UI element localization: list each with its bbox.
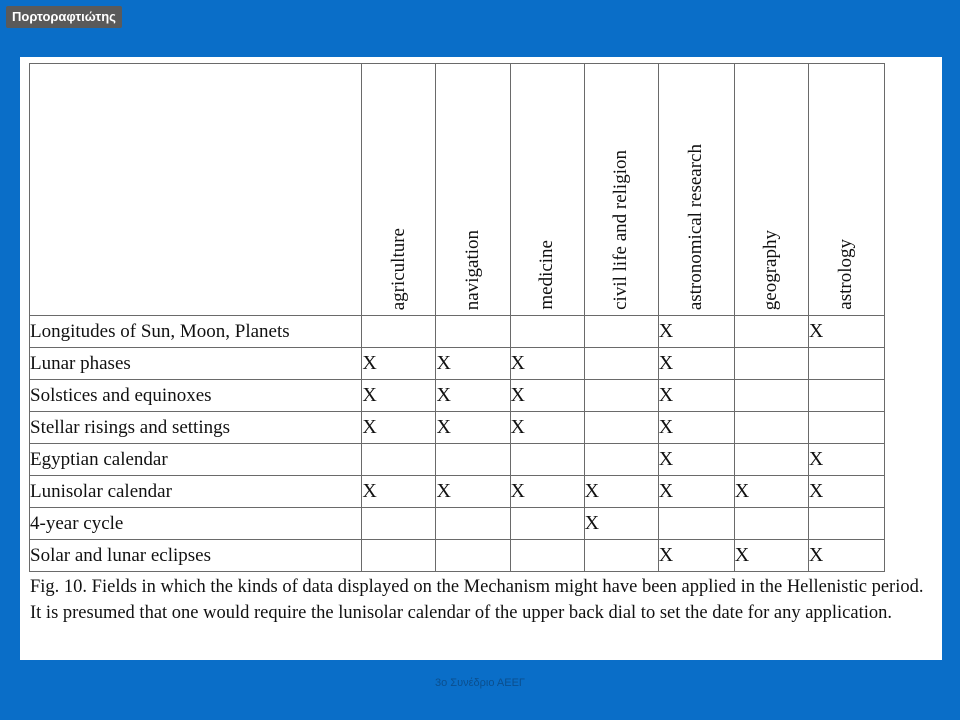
table-cell	[510, 508, 584, 540]
table-row	[30, 508, 885, 540]
table-row	[30, 348, 885, 380]
table-row	[30, 540, 885, 572]
table-cell: X	[658, 316, 734, 348]
table-cell	[436, 316, 510, 348]
table-row	[30, 476, 885, 508]
table-cell	[584, 444, 658, 476]
table-cell	[584, 316, 658, 348]
table-cell	[808, 412, 884, 444]
table-cell	[584, 380, 658, 412]
table-cell	[808, 508, 884, 540]
table-cell: X	[584, 508, 658, 540]
row-label: Lunar phases	[30, 348, 362, 380]
table-cell: X	[362, 476, 436, 508]
table-cell: X	[436, 412, 510, 444]
table-cell: X	[734, 540, 808, 572]
table-cell	[510, 444, 584, 476]
figure-panel	[20, 57, 942, 660]
table-header-row	[30, 64, 885, 316]
table-row	[30, 316, 885, 348]
table-cell	[436, 540, 510, 572]
table-cell	[734, 412, 808, 444]
figure-caption: Fig. 10. Fields in which the kinds of data displayed on the Mechanism might have been applied in the Hellenistic period. It is presumed that one would require the lunisolar calendar of the upper back dial to set the date for any application.	[30, 577, 924, 623]
table-cell: X	[808, 476, 884, 508]
row-label: Stellar risings and settings	[30, 412, 362, 444]
table-cell	[436, 444, 510, 476]
table-cell: X	[436, 380, 510, 412]
table-cell	[362, 508, 436, 540]
table-cell	[362, 444, 436, 476]
table-row	[30, 412, 885, 444]
column-header: agriculture	[362, 64, 436, 316]
row-label: Solar and lunar eclipses	[30, 540, 362, 572]
table-row	[30, 380, 885, 412]
table-cell: X	[658, 540, 734, 572]
column-header: astrology	[808, 64, 884, 316]
table-cell: X	[362, 348, 436, 380]
column-header: medicine	[510, 64, 584, 316]
column-header: astronomical research	[658, 64, 734, 316]
column-header: navigation	[436, 64, 510, 316]
row-label: Lunisolar calendar	[30, 476, 362, 508]
row-label: Solstices and equinoxes	[30, 380, 362, 412]
table-cell: X	[808, 316, 884, 348]
table-cell: X	[510, 476, 584, 508]
table-body	[30, 316, 885, 572]
table-cell	[510, 540, 584, 572]
row-label: Longitudes of Sun, Moon, Planets	[30, 316, 362, 348]
table-cell	[734, 348, 808, 380]
table-cell: X	[362, 412, 436, 444]
table-cell	[584, 540, 658, 572]
table-cell: X	[808, 540, 884, 572]
table-cell: X	[362, 380, 436, 412]
table-cell	[734, 316, 808, 348]
table-cell: X	[658, 476, 734, 508]
table-cell: X	[584, 476, 658, 508]
data-applications-table	[29, 63, 885, 572]
table-cell: X	[510, 380, 584, 412]
table-cell	[734, 444, 808, 476]
table-cell	[584, 412, 658, 444]
table-cell: X	[510, 348, 584, 380]
table-corner-cell	[30, 64, 362, 316]
table-cell: X	[734, 476, 808, 508]
slide-tag: Πορτοραφτιώτης	[6, 6, 122, 28]
row-label: Egyptian calendar	[30, 444, 362, 476]
table-cell	[510, 316, 584, 348]
table-cell: X	[436, 476, 510, 508]
table-cell	[362, 540, 436, 572]
table-cell: X	[658, 380, 734, 412]
row-label: 4-year cycle	[30, 508, 362, 540]
slide-footer: 3ο Συνέδριο ΑΕΕΓ	[435, 677, 525, 689]
table-row	[30, 444, 885, 476]
table-cell	[808, 380, 884, 412]
table-cell: X	[658, 348, 734, 380]
table-cell: X	[436, 348, 510, 380]
table-cell	[584, 348, 658, 380]
table-cell	[808, 348, 884, 380]
table-cell	[734, 508, 808, 540]
table-cell: X	[658, 444, 734, 476]
table-cell	[436, 508, 510, 540]
table-cell	[658, 508, 734, 540]
table-cell	[734, 380, 808, 412]
table-cell: X	[808, 444, 884, 476]
table-cell	[362, 316, 436, 348]
table-cell: X	[510, 412, 584, 444]
column-header: geography	[734, 64, 808, 316]
table-cell: X	[658, 412, 734, 444]
column-header: civil life and religion	[584, 64, 658, 316]
